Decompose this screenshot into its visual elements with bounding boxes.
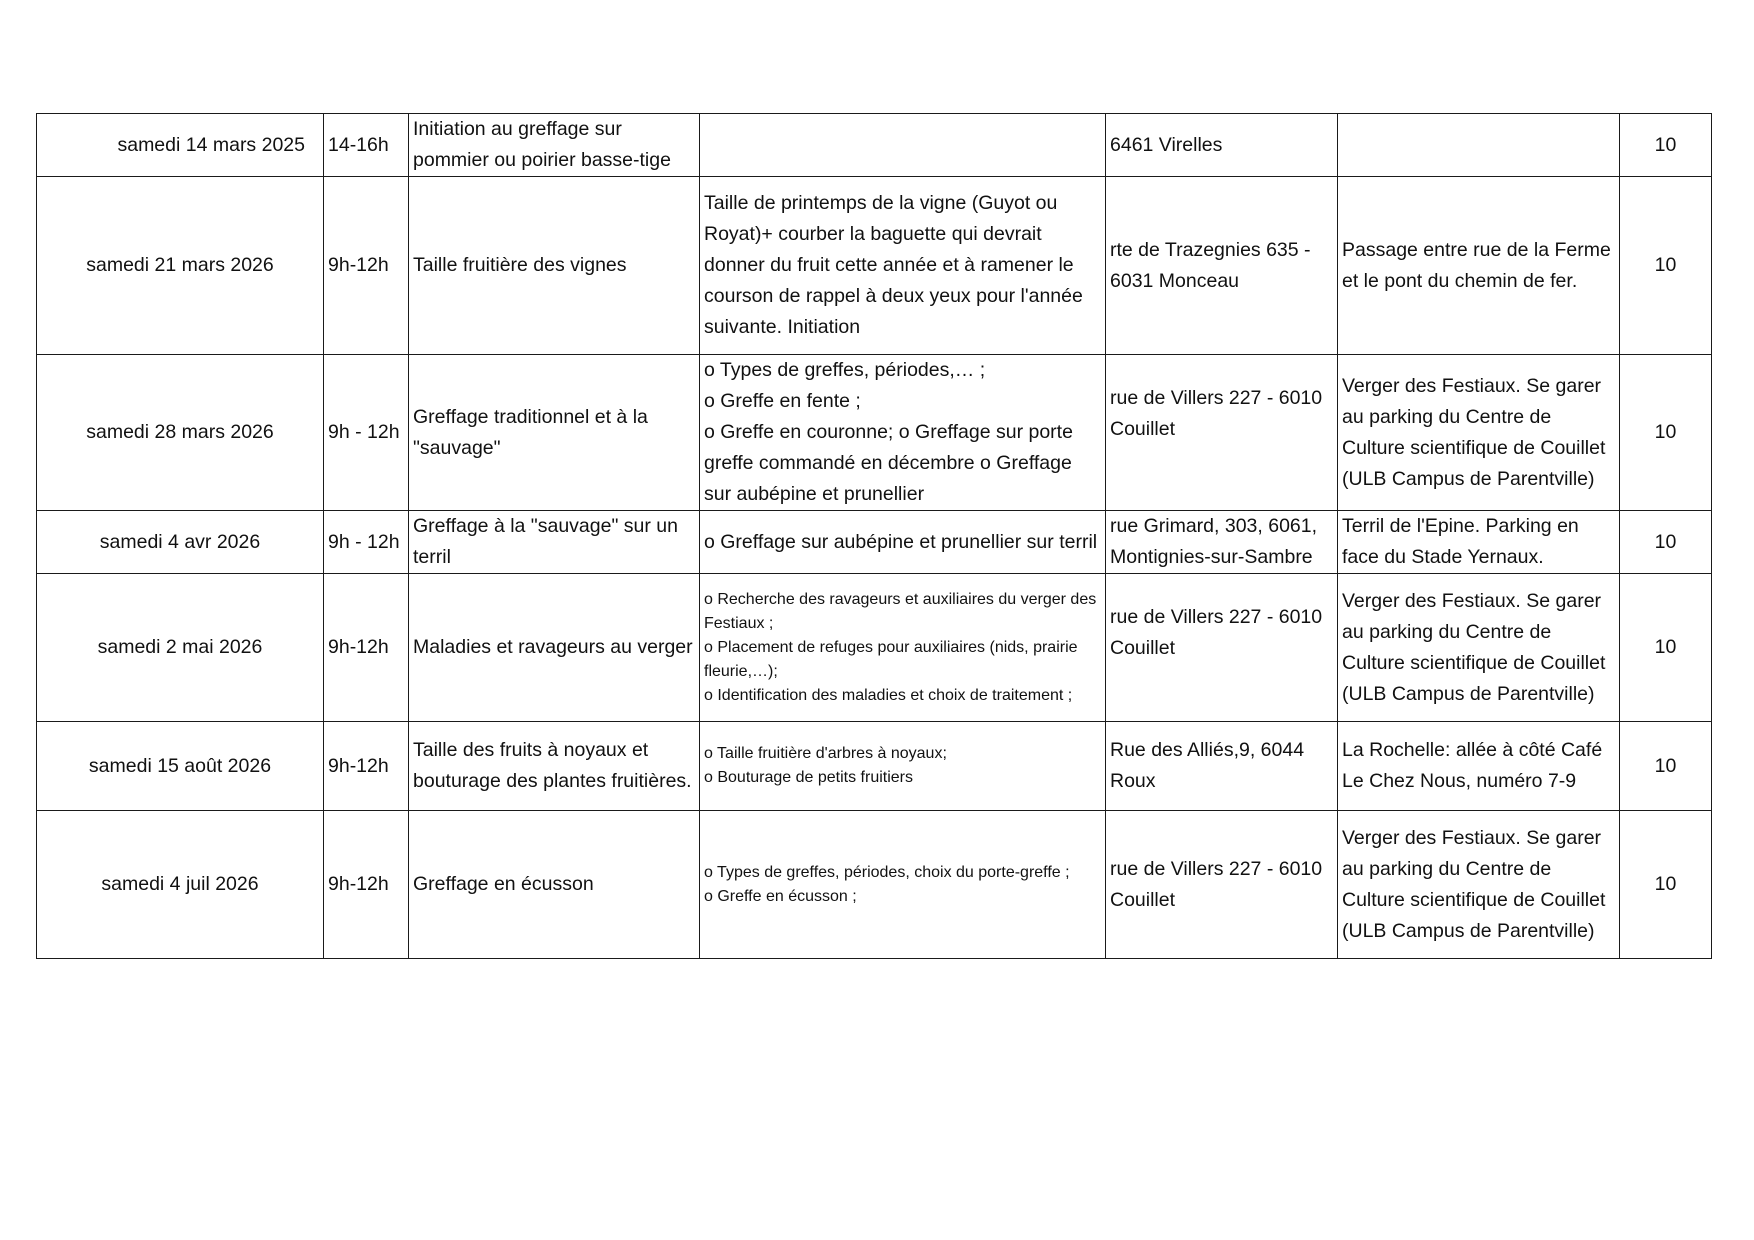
- date-cell: samedi 21 mars 2026: [37, 177, 324, 355]
- address-cell: rte de Trazegnies 635 - 6031 Monceau: [1106, 177, 1338, 355]
- meeting-point-cell: Verger des Festiaux. Se garer au parking du Centre de Culture scientifique de Couillet (ULB Campus de Parentville): [1338, 811, 1620, 959]
- table-row: [37, 355, 1712, 511]
- address-cell: rue de Villers 227 - 6010 Couillet: [1106, 355, 1338, 511]
- seats-cell: 10: [1620, 355, 1712, 511]
- title-cell: Taille des fruits à noyaux et bouturage des plantes fruitières.: [409, 722, 700, 811]
- address-cell: rue de Villers 227 - 6010 Couillet: [1106, 811, 1338, 959]
- detail-line: o Placement de refuges pour auxiliaires (nids, prairie fleurie,…);: [704, 638, 1078, 680]
- detail-line: o Bouturage de petits fruitiers: [704, 769, 914, 786]
- meeting-point-cell: La Rochelle: allée à côté Café Le Chez Nous, numéro 7-9: [1338, 722, 1620, 811]
- detail-line: o Greffe en écusson ;: [704, 887, 857, 905]
- meeting-point-cell: [1338, 114, 1620, 177]
- time-cell: 9h-12h: [324, 811, 409, 959]
- time-cell: 9h - 12h: [324, 355, 409, 511]
- detail-line: o Types de greffes, périodes, choix du porte-greffe ;: [704, 863, 1070, 881]
- title-cell: Greffage traditionnel et à la "sauvage": [409, 355, 700, 511]
- details-cell: [700, 114, 1106, 177]
- seats-cell: 10: [1620, 177, 1712, 355]
- detail-line: o Taille fruitière d'arbres à noyaux;: [704, 745, 947, 762]
- seats-cell: 10: [1620, 114, 1712, 177]
- title-cell: Taille fruitière des vignes: [409, 177, 700, 355]
- title-cell: Initiation au greffage sur pommier ou poirier basse-tige: [409, 114, 700, 177]
- detail-line: o Greffage sur aubépine et prunellier sur terril: [704, 530, 1098, 553]
- title-cell: Greffage en écusson: [409, 811, 700, 959]
- table-row: [37, 511, 1712, 574]
- date-cell: samedi 2 mai 2026: [37, 574, 324, 722]
- table-row: [37, 177, 1712, 355]
- detail-line: o Greffe en fente ;: [704, 390, 861, 412]
- seats-cell: 10: [1620, 811, 1712, 959]
- detail-line: o Types de greffes, périodes,… ;: [704, 359, 986, 381]
- time-cell: 14-16h: [324, 114, 409, 177]
- address-cell: Rue des Alliés,9, 6044 Roux: [1106, 722, 1338, 811]
- seats-cell: 10: [1620, 722, 1712, 811]
- seats-cell: 10: [1620, 574, 1712, 722]
- time-cell: 9h-12h: [324, 177, 409, 355]
- table-row: [37, 811, 1712, 959]
- title-cell: Greffage à la "sauvage" sur un terril: [409, 511, 700, 574]
- time-cell: 9h-12h: [324, 722, 409, 811]
- detail-line: o Greffe en couronne; o Greffage sur porte greffe commandé en décembre o Greffage sur aubépine et prunellier: [704, 421, 1073, 505]
- time-cell: 9h-12h: [324, 574, 409, 722]
- details-cell: [700, 574, 1106, 722]
- details-cell: [700, 511, 1106, 574]
- seats-cell: 10: [1620, 511, 1712, 574]
- meeting-point-cell: Verger des Festiaux. Se garer au parking du Centre de Culture scientifique de Couillet (ULB Campus de Parentville): [1338, 574, 1620, 722]
- details-cell: [700, 811, 1106, 959]
- address-cell: 6461 Virelles: [1106, 114, 1338, 177]
- meeting-point-cell: Terril de l'Epine. Parking en face du Stade Yernaux.: [1338, 511, 1620, 574]
- address-cell: rue Grimard, 303, 6061, Montignies-sur-Sambre: [1106, 511, 1338, 574]
- date-cell: samedi 14 mars 2025: [37, 114, 324, 177]
- detail-line: o Recherche des ravageurs et auxiliaires du verger des Festiaux ;: [704, 590, 1097, 632]
- date-cell: samedi 4 juil 2026: [37, 811, 324, 959]
- detail-line: Taille de printemps de la vigne (Guyot ou Royat)+ courber la baguette qui devrait donner du fruit cette année et à ramener le courson de rappel à deux yeux pour l'année suivante. Initiation: [704, 192, 1083, 338]
- date-cell: samedi 15 août 2026: [37, 722, 324, 811]
- details-cell: [700, 722, 1106, 811]
- table-row: [37, 114, 1712, 177]
- details-cell: [700, 177, 1106, 355]
- date-cell: samedi 4 avr 2026: [37, 511, 324, 574]
- workshop-schedule-table: [36, 113, 1712, 959]
- time-cell: 9h - 12h: [324, 511, 409, 574]
- date-cell: samedi 28 mars 2026: [37, 355, 324, 511]
- address-cell: rue de Villers 227 - 6010 Couillet: [1106, 574, 1338, 722]
- meeting-point-cell: Passage entre rue de la Ferme et le pont du chemin de fer.: [1338, 177, 1620, 355]
- title-cell: Maladies et ravageurs au verger: [409, 574, 700, 722]
- table-row: [37, 722, 1712, 811]
- meeting-point-cell: Verger des Festiaux. Se garer au parking du Centre de Culture scientifique de Couillet (ULB Campus de Parentville): [1338, 355, 1620, 511]
- details-cell: [700, 355, 1106, 511]
- detail-line: o Identification des maladies et choix de traitement ;: [704, 686, 1073, 704]
- table-row: [37, 574, 1712, 722]
